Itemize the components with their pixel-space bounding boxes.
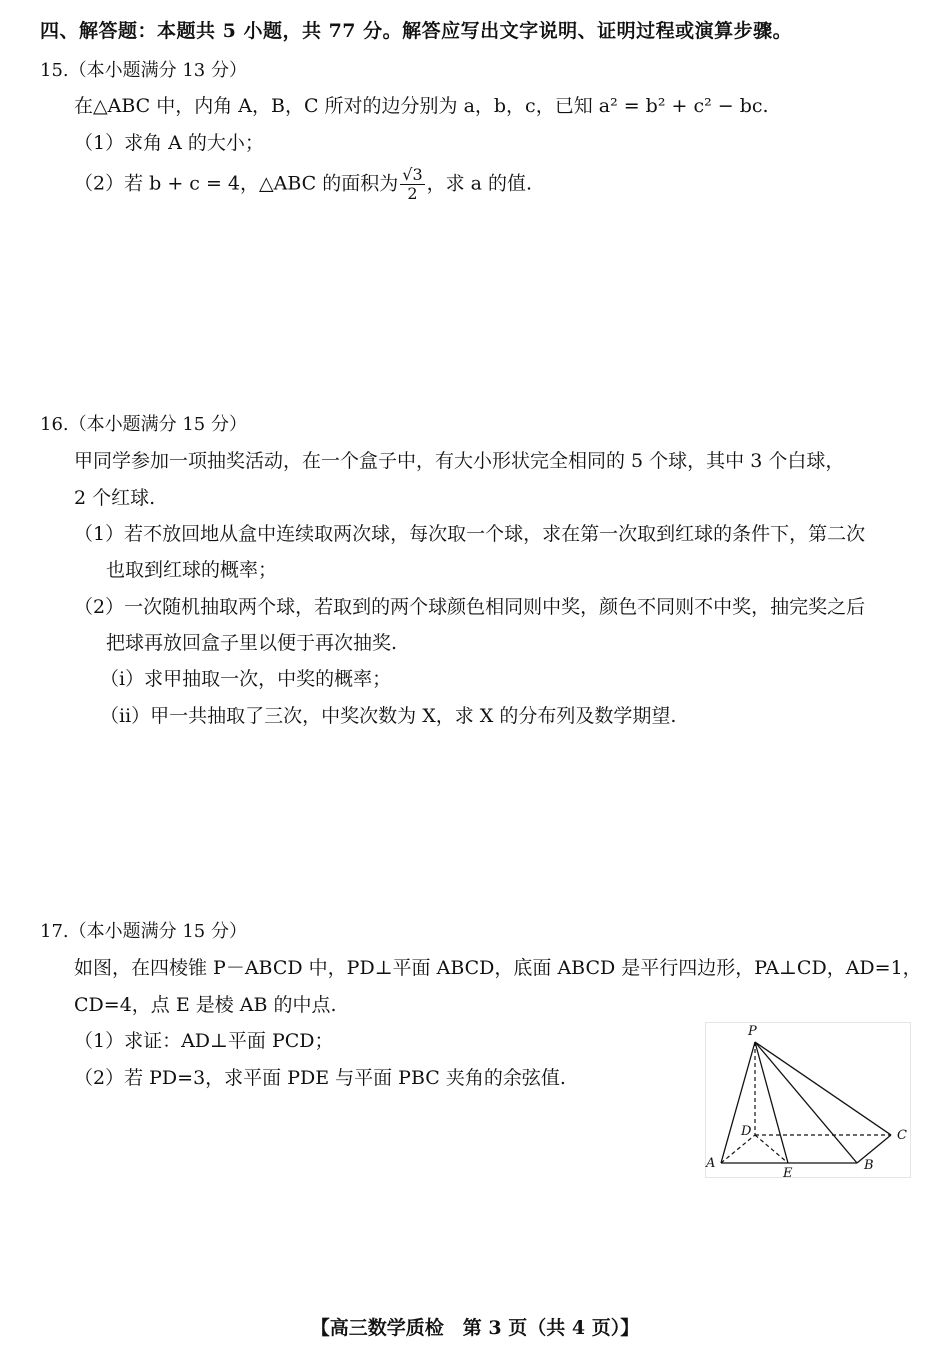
page-footer: 【高三数学质检 第 3 页（共 4 页）】 bbox=[310, 1317, 640, 1339]
label-P: P bbox=[748, 1024, 757, 1039]
question-17-stem-line-1: 如图，在四棱锥 P－ABCD 中，PD⊥平面 ABCD，底面 ABCD 是平行四边形，PA⊥CD，AD=1， bbox=[74, 957, 922, 979]
question-17-part-1: （1）求证：AD⊥平面 PCD； bbox=[74, 1030, 334, 1052]
sqrt3-over-2-fraction bbox=[400, 166, 424, 203]
question-16-part-1-line-1: （1）若不放回地从盒中连续取两次球，每次取一个球，求在第一次取到红球的条件下，第二次 bbox=[74, 523, 866, 545]
question-16-part-2-line-2: 把球再放回盒子里以便于再次抽奖. bbox=[106, 632, 398, 654]
edge-PE bbox=[755, 1042, 788, 1163]
question-17-part-2: （2）若 PD=3，求平面 PDE 与平面 PBC 夹角的余弦值. bbox=[74, 1067, 566, 1089]
fraction-numerator: √3 bbox=[402, 165, 423, 184]
question-16-stem-line-2: 2 个红球. bbox=[74, 487, 156, 509]
label-B: B bbox=[864, 1158, 874, 1173]
question-15-part-2-suffix: ，求 a 的值. bbox=[426, 172, 533, 195]
edge-PA bbox=[721, 1042, 755, 1163]
question-15-stem: 在△ABC 中，内角 A，B，C 所对的边分别为 a，b，c，已知 a² = b² + c² − bc. bbox=[74, 95, 769, 117]
pyramid-figure bbox=[705, 1022, 911, 1182]
question-16-part-1-line-2: 也取到红球的概率； bbox=[106, 559, 278, 581]
fraction-denominator: 2 bbox=[407, 184, 418, 203]
question-17-stem-line-2: CD=4，点 E 是棱 AB 的中点. bbox=[74, 994, 337, 1016]
edge-PC bbox=[755, 1042, 891, 1135]
label-A: A bbox=[706, 1156, 716, 1171]
edge-AD bbox=[721, 1135, 755, 1163]
label-E: E bbox=[783, 1166, 793, 1181]
figure-border bbox=[706, 1023, 911, 1178]
question-16-stem-line-1: 甲同学参加一项抽奖活动，在一个盒子中，有大小形状完全相同的 5 个球，其中 3 个白球， bbox=[74, 450, 845, 472]
section-heading: 四、解答题：本题共 5 小题，共 77 分。解答应写出文字说明、证明过程或演算步骤。 bbox=[40, 20, 793, 42]
question-16-sub-2: （ⅱ）甲一共抽取了三次，中奖次数为 X，求 X 的分布列及数学期望. bbox=[100, 705, 677, 727]
question-15-header: 15.（本小题满分 13 分） bbox=[40, 60, 247, 81]
question-17-header: 17.（本小题满分 15 分） bbox=[40, 921, 247, 942]
edge-DE bbox=[755, 1135, 788, 1163]
question-16-header: 16.（本小题满分 15 分） bbox=[40, 414, 247, 435]
label-C: C bbox=[897, 1128, 907, 1143]
edge-BC bbox=[857, 1135, 891, 1163]
question-15-part-1: （1）求角 A 的大小； bbox=[74, 132, 264, 154]
question-16-sub-1: （ⅰ）求甲抽取一次，中奖的概率； bbox=[100, 668, 392, 690]
question-16-part-2-line-1: （2）一次随机抽取两个球，若取到的两个球颜色相同则中奖，颜色不同则不中奖，抽完奖之后 bbox=[74, 596, 866, 618]
question-15-part-2-prefix: （2）若 b + c = 4，△ABC 的面积为 bbox=[74, 172, 399, 195]
label-D: D bbox=[741, 1124, 752, 1139]
question-15-part-2 bbox=[74, 166, 532, 203]
edge-PB bbox=[755, 1042, 857, 1163]
